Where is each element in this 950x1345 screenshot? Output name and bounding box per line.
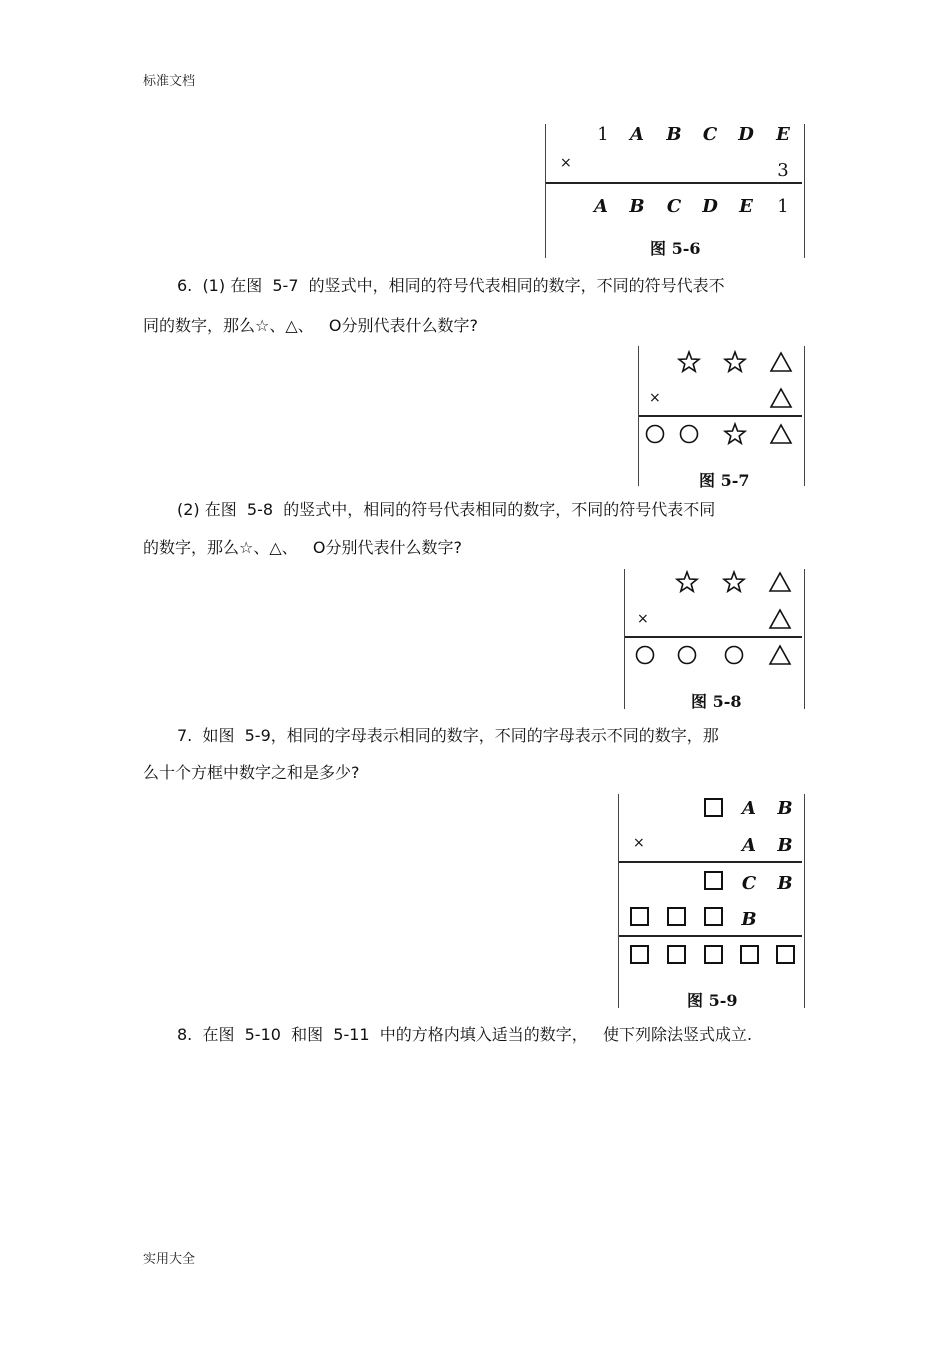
star-icon: [723, 350, 747, 374]
triangle-icon: [769, 386, 793, 410]
product-line: [625, 636, 802, 638]
fig56-letter: D: [738, 124, 754, 145]
blank-box: [704, 945, 723, 964]
fig56-letter: C: [666, 196, 682, 217]
sum-line: [619, 935, 802, 937]
page-header: 标准文档: [143, 74, 196, 89]
fig59-letter: B: [777, 798, 793, 819]
figure-5-9: [618, 794, 805, 1008]
figure-5-6: [545, 124, 805, 258]
fig56-letter: C: [702, 124, 718, 145]
blank-box: [740, 945, 759, 964]
fig59-letter: B: [777, 835, 793, 856]
figure-caption: 图 5-8: [691, 692, 742, 711]
blank-box: [630, 907, 649, 926]
multiply-sign: ×: [633, 835, 645, 851]
blank-box: [704, 907, 723, 926]
question-8-line-1: 8. 在图 5-10 和图 5-11 中的方格内填入适当的数字， 使下列除法竖式成立.: [177, 1025, 753, 1044]
fig59-letter: A: [742, 798, 756, 819]
fig56-digit: 3: [777, 160, 789, 181]
circle-icon: [722, 643, 746, 667]
figure-5-8: [624, 569, 805, 709]
fig56-letter: A: [594, 196, 608, 217]
multiply-sign: ×: [637, 611, 649, 627]
fig59-letter: B: [777, 873, 793, 894]
circle-icon: [677, 422, 701, 446]
fig56-digit: 1: [597, 124, 609, 145]
page-footer: 实用大全: [143, 1252, 196, 1267]
triangle-icon: [769, 422, 793, 446]
blank-box: [704, 798, 723, 817]
circle-icon: [643, 422, 667, 446]
star-icon: [675, 570, 699, 594]
question-6-1-line-2: 同的数字，那么☆、△、 O分别代表什么数字?: [143, 316, 478, 335]
circle-icon: [633, 643, 657, 667]
fig56-letter: B: [629, 196, 645, 217]
question-7-line-2: 么十个方框中数字之和是多少?: [143, 763, 360, 782]
multiply-sign: ×: [560, 155, 572, 171]
product-line: [619, 861, 802, 863]
blank-box: [667, 945, 686, 964]
figure-caption: 图 5-6: [650, 239, 701, 258]
fig56-letter: A: [630, 124, 644, 145]
question-7-line-1: 7. 如图 5-9，相同的字母表示相同的数字，不同的字母表示不同的数字，那: [177, 726, 719, 745]
product-line: [639, 415, 802, 417]
product-line: [546, 182, 802, 184]
question-6-1-line-1: 6. (1) 在图 5-7 的竖式中，相同的符号代表相同的数字，不同的符号代表不: [177, 276, 725, 295]
triangle-icon: [768, 607, 792, 631]
question-6-2-line-1: (2) 在图 5-8 的竖式中，相同的符号代表相同的数字，不同的符号代表不同: [177, 500, 716, 519]
question-6-2-line-2: 的数字，那么☆、△、 O分别代表什么数字?: [143, 538, 462, 557]
blank-box: [776, 945, 795, 964]
star-icon: [677, 350, 701, 374]
fig56-letter: E: [776, 124, 790, 145]
triangle-icon: [768, 570, 792, 594]
fig56-digit: 1: [777, 196, 789, 217]
triangle-icon: [768, 643, 792, 667]
fig59-letter: B: [741, 909, 757, 930]
figure-caption: 图 5-7: [699, 471, 750, 490]
blank-box: [630, 945, 649, 964]
figure-caption: 图 5-9: [687, 991, 738, 1010]
fig59-letter: A: [742, 835, 756, 856]
blank-box: [704, 871, 723, 890]
star-icon: [722, 570, 746, 594]
fig56-letter: B: [666, 124, 682, 145]
triangle-icon: [769, 350, 793, 374]
figure-5-7: [638, 346, 805, 490]
star-icon: [723, 422, 747, 446]
fig56-letter: E: [739, 196, 753, 217]
circle-icon: [675, 643, 699, 667]
blank-box: [667, 907, 686, 926]
fig59-letter: C: [741, 873, 757, 894]
multiply-sign: ×: [649, 390, 661, 406]
fig56-letter: D: [702, 196, 718, 217]
